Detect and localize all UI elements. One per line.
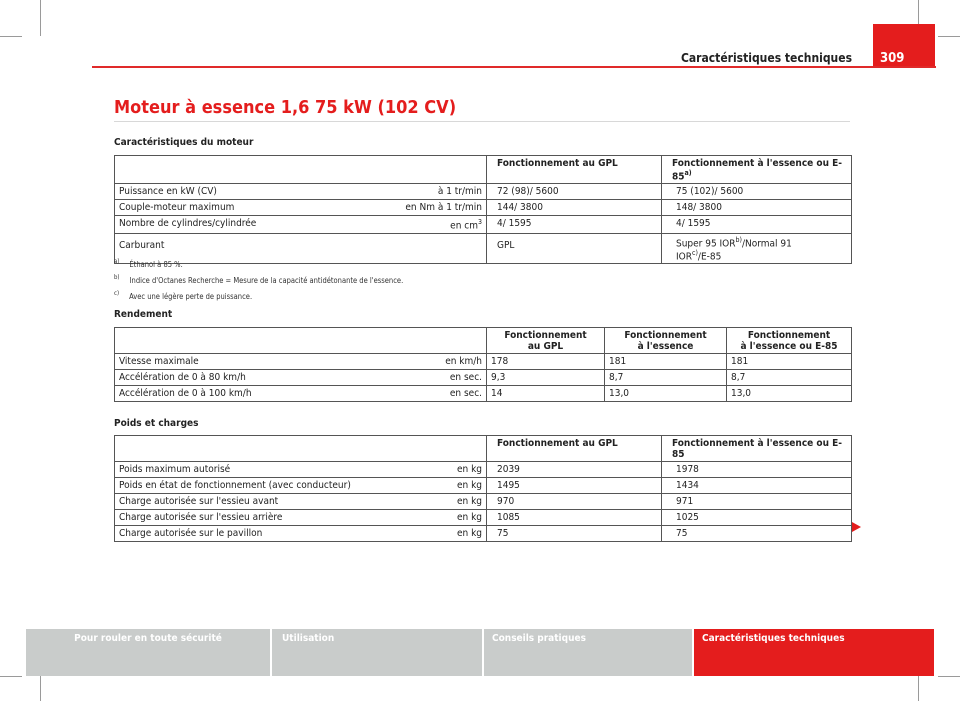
essence-value: 1978 [662, 462, 852, 478]
table-row [115, 216, 852, 233]
header-empty [115, 156, 395, 184]
row-unit: en $cm^3$ [395, 216, 487, 233]
row-unit: en Nm à 1 tr/min [395, 200, 487, 216]
table-row [115, 354, 852, 370]
col-essence-e85-header: Fonctionnement à l'essence ou E-85 [727, 328, 852, 354]
row-unit: en kg [395, 510, 487, 526]
gpl-value: 9,3 [487, 370, 605, 386]
row-label: Couple-moteur maximum [115, 200, 395, 216]
rendement-section-label: Rendement [114, 309, 173, 320]
essence-value: 13,0 [605, 386, 727, 402]
row-label: Charge autorisée sur l'essieu arrière [115, 510, 395, 526]
row-label: Vitesse maximale [115, 354, 395, 370]
table-row [115, 526, 852, 542]
table-row [115, 462, 852, 478]
crop-mark [938, 676, 960, 677]
e85-value: 8,7 [727, 370, 852, 386]
engine-section-label: Caractéristiques du moteur [114, 137, 254, 148]
gpl-value: 4/ 1595 [487, 216, 662, 233]
crop-mark [918, 676, 919, 701]
gpl-value: 2039 [487, 462, 662, 478]
col-gpl-header: Fonctionnement au GPL [487, 436, 662, 462]
row-label: Charge autorisée sur le pavillon [115, 526, 395, 542]
row-unit: en kg [395, 494, 487, 510]
footer-tab-securite[interactable]: Pour rouler en toute sécurité [26, 629, 270, 676]
essence-value: 8,7 [605, 370, 727, 386]
header-empty [395, 328, 487, 354]
essence-value: 75 (102)/ 5600 [662, 184, 852, 200]
e85-value: 181 [727, 354, 852, 370]
essence-value: 4/ 1595 [662, 216, 852, 233]
row-unit: en kg [395, 478, 487, 494]
row-unit: à 1 tr/min [395, 184, 487, 200]
footnote-c: $^{c)}$ Avec une légère perte de puissance. [114, 290, 253, 301]
col-essence-header: Fonctionnement à l'essence ou E-85$^{a)}$ [662, 156, 852, 184]
footer-tab-conseils[interactable]: Conseils pratiques [484, 629, 692, 676]
gpl-value: 178 [487, 354, 605, 370]
gpl-value: 14 [487, 386, 605, 402]
row-unit: en km/h [395, 354, 487, 370]
header-empty [395, 156, 487, 184]
gpl-value: 72 (98)/ 5600 [487, 184, 662, 200]
page-number: 309 [880, 51, 905, 66]
essence-value: 181 [605, 354, 727, 370]
col-gpl-header: Fonctionnement au GPL [487, 328, 605, 354]
table-row [115, 510, 852, 526]
table-row [115, 370, 852, 386]
row-unit: en kg [395, 526, 487, 542]
gpl-value: 970 [487, 494, 662, 510]
table-row [115, 200, 852, 216]
essence-value: 148/ 3800 [662, 200, 852, 216]
col-essence-header: Fonctionnement à l'essence [605, 328, 727, 354]
gpl-value: 1085 [487, 510, 662, 526]
row-label: Poids en état de fonctionnement (avec conducteur) [115, 478, 395, 494]
essence-value: 971 [662, 494, 852, 510]
row-unit [395, 233, 487, 264]
gpl-value: 75 [487, 526, 662, 542]
row-label: Accélération de 0 à 80 km/h [115, 370, 395, 386]
gpl-value: 144/ 3800 [487, 200, 662, 216]
row-label: Carburant [115, 233, 395, 264]
row-label: Charge autorisée sur l'essieu avant [115, 494, 395, 510]
rendement-table [114, 327, 852, 402]
header-rule [92, 66, 936, 68]
crop-mark [0, 36, 22, 37]
footnote-b: $^{b)}$ Indice d'Octanes Recherche = Mesure de la capacité antidétonante de l'essence. [114, 274, 404, 285]
table-row [115, 233, 852, 264]
header-empty [115, 328, 395, 354]
essence-value: Super 95 IOR$^{b)}$/Normal 91 IOR$^{c)}$/E-85 [662, 233, 852, 264]
header-empty [115, 436, 395, 462]
header-section-title: Caractéristiques techniques [680, 51, 852, 65]
gpl-value: GPL [487, 233, 662, 264]
footnote-a: $^{a)}$ Éthanol à 85 %. [114, 258, 183, 269]
crop-mark [0, 676, 22, 677]
crop-mark [40, 0, 41, 36]
table-row [115, 478, 852, 494]
e85-value: 13,0 [727, 386, 852, 402]
footer-tab-caracteristiques[interactable]: Caractéristiques techniques [694, 629, 934, 676]
row-label: Nombre de cylindres/cylindrée [115, 216, 395, 233]
row-unit: en kg [395, 462, 487, 478]
crop-mark [40, 676, 41, 701]
footer-tab-utilisation[interactable]: Utilisation [272, 629, 482, 676]
title-rule [114, 121, 850, 122]
row-label: Poids maximum autorisé [115, 462, 395, 478]
poids-section-label: Poids et charges [114, 418, 199, 429]
col-essence-header: Fonctionnement à l'essence ou E-85 [662, 436, 852, 462]
continue-arrow-icon [852, 522, 861, 532]
row-unit: en sec. [395, 370, 487, 386]
engine-table [114, 155, 852, 264]
gpl-value: 1495 [487, 478, 662, 494]
essence-value: 1434 [662, 478, 852, 494]
col-gpl-header: Fonctionnement au GPL [487, 156, 662, 184]
row-unit: en sec. [395, 386, 487, 402]
table-row [115, 386, 852, 402]
row-label: Puissance en kW (CV) [115, 184, 395, 200]
row-label: Accélération de 0 à 100 km/h [115, 386, 395, 402]
essence-value: 1025 [662, 510, 852, 526]
table-row [115, 184, 852, 200]
page-title: Moteur à essence 1,6 75 kW (102 CV) [114, 97, 457, 118]
table-row [115, 494, 852, 510]
header-empty [395, 436, 487, 462]
poids-table [114, 435, 852, 542]
crop-mark [938, 36, 960, 37]
essence-value: 75 [662, 526, 852, 542]
